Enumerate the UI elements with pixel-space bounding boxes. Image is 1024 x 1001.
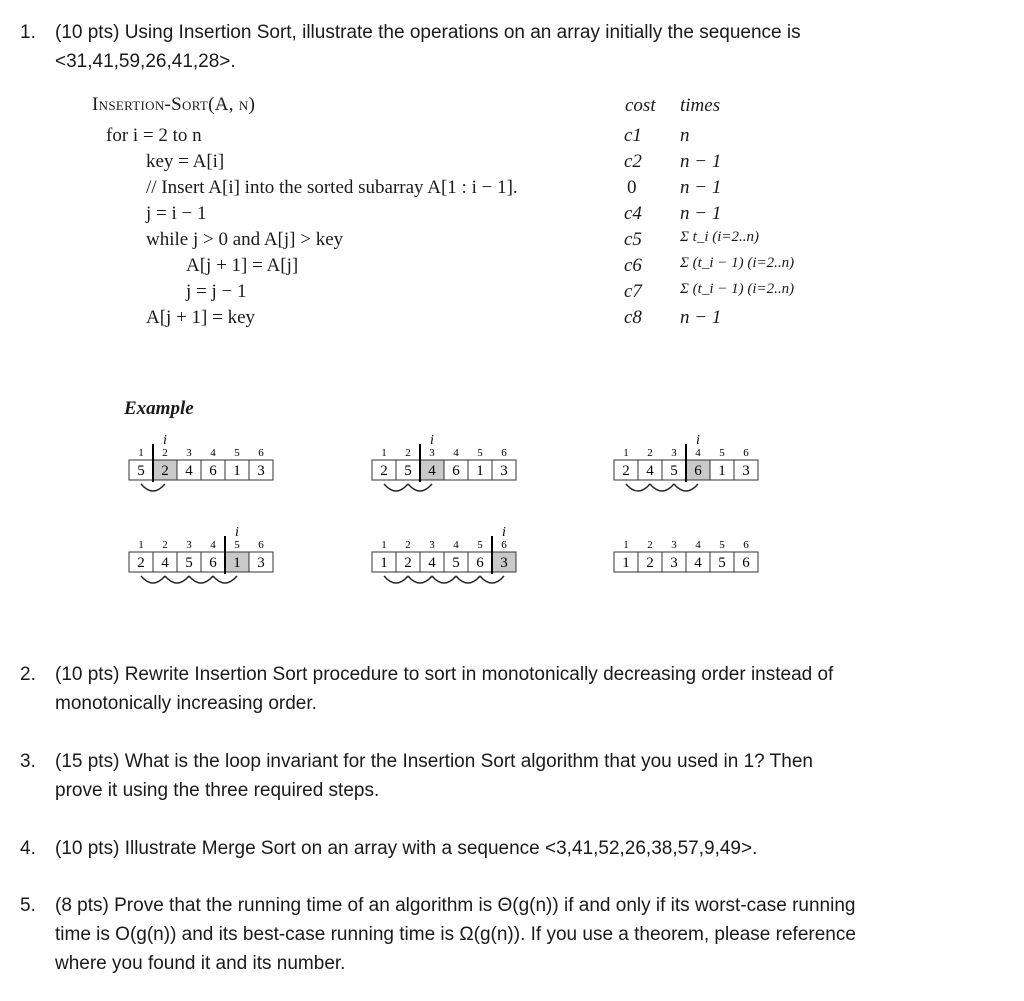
index-label: 4 [453,447,459,459]
question-text: (10 pts) Illustrate Merge Sort on an array with a sequence <3,41,52,26,38,57,9,49>. [55,838,758,859]
index-label: 2 [405,447,411,459]
cost-cell: c5 [624,229,642,250]
cost-cell: c2 [624,151,642,172]
index-label: 6 [258,447,264,459]
array-value: 3 [257,555,265,571]
index-label: 4 [210,447,216,459]
pointer-label: i [696,433,700,448]
index-label: 2 [162,539,168,551]
array-value: 5 [452,555,460,571]
pointer-label: i [502,525,506,540]
times-cell: n − 1 [680,177,722,198]
index-label: 3 [186,447,192,459]
times-cell: n − 1 [680,151,722,172]
index-label: 2 [647,447,653,459]
array-value: 2 [404,555,412,571]
index-label: 3 [429,539,435,551]
question-text: monotonically increasing order. [55,693,317,714]
question-number: 2. [20,664,36,685]
question-number: 1. [20,22,36,43]
code-line: j = j − 1 [186,281,247,302]
shift-arrows [141,576,237,583]
index-label: 5 [477,447,483,459]
index-label: 6 [258,539,264,551]
index-label: 6 [743,539,749,551]
example-title: Example [124,398,194,419]
index-label: 5 [234,447,240,459]
index-label: 1 [381,539,387,551]
array-value: 6 [476,555,484,571]
code-line: key = A[i] [146,151,225,172]
times-column-label: times [680,95,721,116]
array-value: 6 [694,463,702,479]
shift-arrows [141,484,165,491]
array-value: 3 [742,463,750,479]
question-text: (15 pts) What is the loop invariant for the Insertion Sort algorithm that you used in 1? Then [55,751,813,772]
question-text: prove it using the three required steps. [55,780,380,801]
algorithm-header: Insertion-Sort(A, n) [92,94,256,115]
example-array-panel [610,522,780,622]
code-line: j = i − 1 [146,203,207,224]
array-value: 3 [670,555,678,571]
question-text: where you found it and its number. [55,953,346,974]
code-line: for i = 2 to n [106,125,202,146]
array-value: 6 [209,555,217,571]
question-text: (10 pts) Using Insertion Sort, illustrate the operations on an array initially the sequence is [55,22,801,43]
pointer-label: i [235,525,239,540]
array-value: 1 [233,555,241,571]
array-value: 6 [452,463,460,479]
code-line: while j > 0 and A[j] > key [146,229,344,250]
shift-arrows [626,484,698,491]
array-value: 1 [476,463,484,479]
question-number: 3. [20,751,36,772]
index-label: 6 [743,447,749,459]
index-label: 3 [671,539,677,551]
times-cell: Σ t_i (i=2..n) [680,229,760,245]
array-value: 5 [718,555,726,571]
array-value: 2 [622,463,630,479]
array-value: 6 [209,463,217,479]
question-1 [20,18,1000,76]
question-text: (10 pts) Rewrite Insertion Sort procedure to sort in monotonically decreasing order instead of [55,664,834,685]
index-label: 2 [162,447,168,459]
example-array-panel [610,430,780,530]
code-line: // Insert A[i] into the sorted subarray A[1 : i − 1]. [146,177,518,198]
index-label: 4 [695,447,701,459]
index-label: 3 [429,447,435,459]
times-cell: n − 1 [680,203,722,224]
array-value: 2 [137,555,145,571]
question-number: 5. [20,895,36,916]
index-label: 6 [501,539,507,551]
array-value: 3 [257,463,265,479]
index-label: 3 [186,539,192,551]
question-text: (8 pts) Prove that the running time of an algorithm is Θ(g(n)) if and only if its worst-case running [55,895,856,916]
array-value: 4 [185,463,193,479]
array-value: 6 [742,555,750,571]
index-label: 1 [623,539,629,551]
array-value: 5 [670,463,678,479]
example-array-panel [125,522,295,622]
shift-arrows [384,484,432,491]
code-line: A[j + 1] = A[j] [186,255,299,276]
index-label: 4 [695,539,701,551]
array-value: 2 [161,463,169,479]
index-label: 2 [405,539,411,551]
array-value: 5 [137,463,145,479]
times-cell: n [680,125,690,146]
cost-cell: c7 [624,281,642,302]
array-value: 5 [185,555,193,571]
example-array-panel [125,430,295,530]
shift-arrows [384,576,504,583]
index-label: 6 [501,447,507,459]
example-array-panel [368,522,538,622]
array-value: 2 [646,555,654,571]
times-cell: Σ (t_i − 1) (i=2..n) [680,281,795,297]
array-value: 1 [622,555,630,571]
question-2 [20,660,1000,718]
times-cell: n − 1 [680,307,722,328]
index-label: 1 [623,447,629,459]
example-array-panel [368,430,538,530]
code-line: A[j + 1] = key [146,307,256,328]
array-value: 1 [718,463,726,479]
question-4 [20,834,1000,863]
times-cell: Σ (t_i − 1) (i=2..n) [680,255,795,271]
insertion-sort-pseudocode [92,92,795,352]
index-label: 5 [234,539,240,551]
index-label: 1 [381,447,387,459]
cost-cell: c4 [624,203,642,224]
question-5 [20,891,1000,978]
question-text: time is O(g(n)) and its best-case running time is Ω(g(n)). If you use a theorem, please reference [55,924,856,945]
index-label: 5 [719,539,725,551]
index-label: 1 [138,539,144,551]
cost-cell: c1 [624,125,642,146]
index-label: 4 [210,539,216,551]
array-value: 4 [161,555,169,571]
question-text: <31,41,59,26,41,28>. [55,51,236,72]
pointer-label: i [430,433,434,448]
question-number: 4. [20,838,36,859]
array-value: 1 [380,555,388,571]
index-label: 2 [647,539,653,551]
pointer-label: i [163,433,167,448]
cost-cell: c6 [624,255,642,276]
array-value: 4 [694,555,702,571]
array-value: 3 [500,555,508,571]
index-label: 4 [453,539,459,551]
cost-cell: c8 [624,307,642,328]
array-value: 2 [380,463,388,479]
array-value: 4 [428,555,436,571]
array-value: 4 [646,463,654,479]
question-3 [20,747,1000,805]
index-label: 1 [138,447,144,459]
index-label: 5 [719,447,725,459]
index-label: 5 [477,539,483,551]
array-value: 4 [428,463,436,479]
cost-cell: 0 [627,177,637,198]
array-value: 3 [500,463,508,479]
index-label: 3 [671,447,677,459]
array-value: 5 [404,463,412,479]
cost-column-label: cost [625,95,656,116]
array-value: 1 [233,463,241,479]
